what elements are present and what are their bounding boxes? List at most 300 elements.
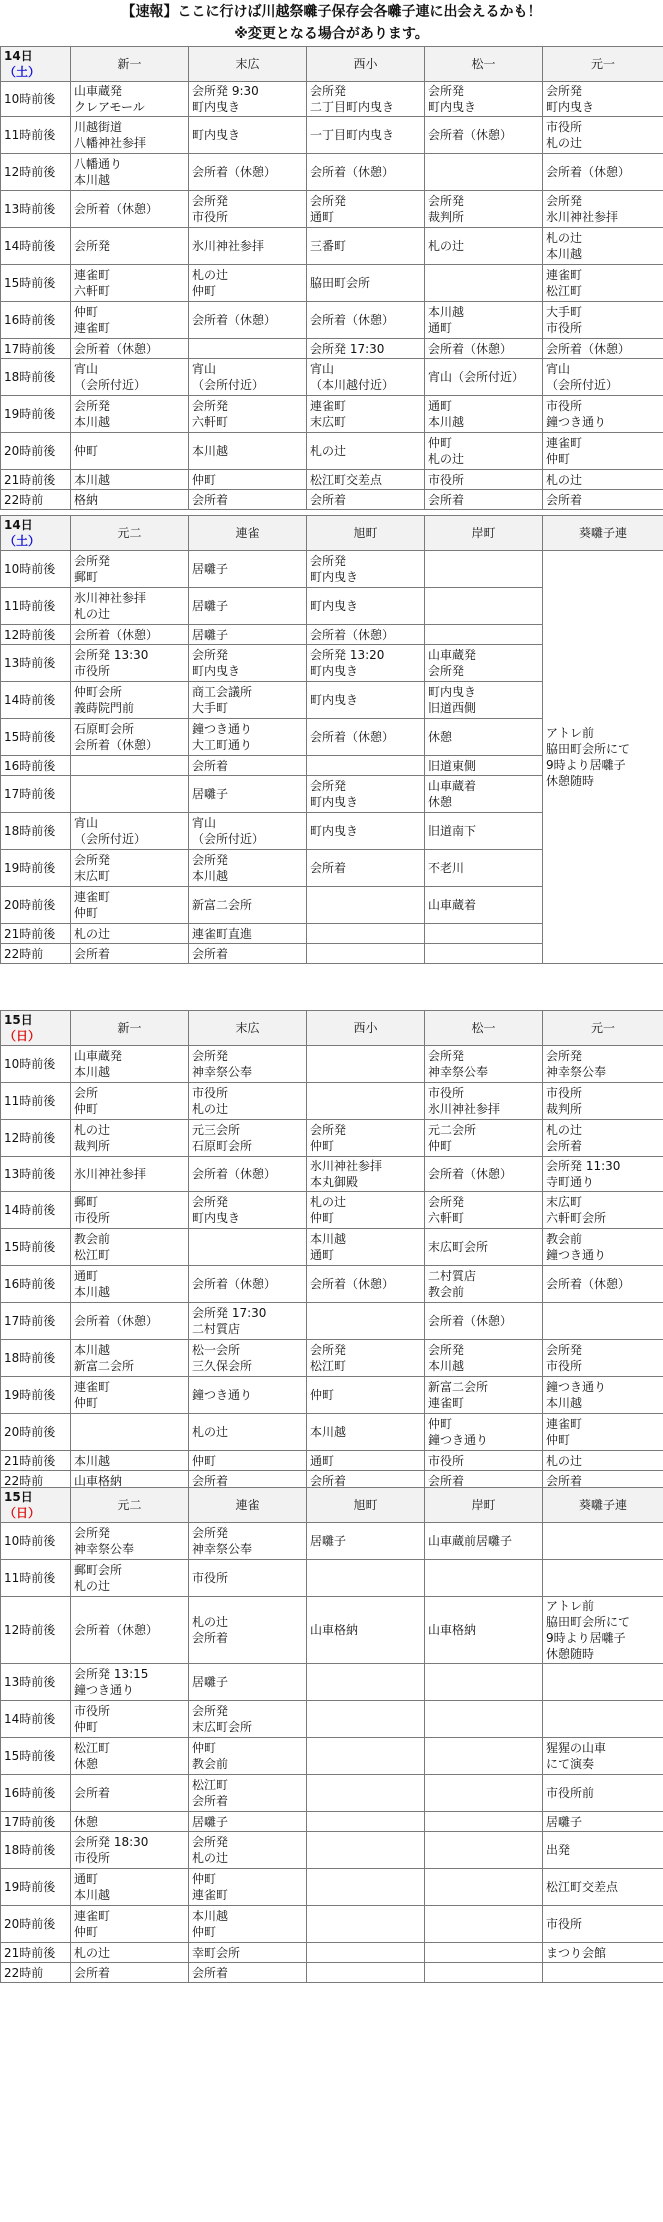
schedule-cell: 郵町会所 札の辻 [71,1560,189,1597]
time-cell: 12時前後 [1,625,71,645]
time-cell: 18時前後 [1,1340,71,1377]
table-row [1,1157,663,1192]
group-column-header: 旭町 [307,1488,425,1523]
schedule-cell [71,1414,189,1451]
table-row [1,1229,663,1266]
schedule-cell [425,1560,543,1597]
time-cell: 10時前後 [1,1523,71,1560]
schedule-cell [189,339,307,359]
group-column-header: 末広 [189,47,307,82]
time-cell: 20時前後 [1,433,71,470]
time-cell: 20時前後 [1,887,71,924]
schedule-cell: 会所着（休憩） [189,302,307,339]
schedule-cell: 札の辻 [425,228,543,265]
schedule-cell: 山車蔵発 会所発 [425,645,543,682]
table-row [1,396,663,433]
schedule-cell: 二村質店 教会前 [425,1266,543,1303]
table-row [1,1701,663,1738]
schedule-cell: 市役所 仲町 [71,1701,189,1738]
schedule-cell: 会所着（休憩） [189,1266,307,1303]
schedule-table [0,515,663,964]
time-cell: 16時前後 [1,1775,71,1812]
schedule-cell: 会所着（休憩） [307,719,425,756]
schedule-cell: 会所発 松江町 [307,1340,425,1377]
schedule-cell: 連雀町 仲町 [543,1414,663,1451]
schedule-cell: アトレ前 脇田町会所にて 9時より居囃子 休憩随時 [543,1597,663,1664]
group-column-header: 新一 [71,1011,189,1046]
schedule-cell: 通町 [307,1451,425,1471]
aoi-schedule-note: アトレ前 脇田町会所にて 9時より居囃子 休憩随時 [543,551,663,964]
time-cell: 13時前後 [1,191,71,228]
schedule-cell: 会所着 [71,1775,189,1812]
schedule-cell: 通町 本川越 [71,1869,189,1906]
schedule-cell: 会所着 [543,490,663,510]
table-row [1,1812,663,1832]
time-cell: 17時前後 [1,339,71,359]
schedule-cell [71,756,189,776]
time-cell: 22時前 [1,490,71,510]
table-row [1,433,663,470]
schedule-cell: 会所発 通町 [307,191,425,228]
schedule-cell: 通町 本川越 [425,396,543,433]
schedule-table [0,1010,663,1491]
schedule-cell: 仲町 [71,433,189,470]
time-cell: 19時前後 [1,396,71,433]
table-row [1,359,663,396]
table-row [1,1303,663,1340]
schedule-cell: 松江町 休憩 [71,1738,189,1775]
schedule-cell: 会所発 札の辻 [189,1832,307,1869]
schedule-cell [425,1664,543,1701]
schedule-cell: 会所発 町内曳き [543,82,663,117]
schedule-cell: 仲町 鐘つき通り [425,1414,543,1451]
table-row [1,1963,663,1983]
table-row [1,228,663,265]
schedule-cell [425,1832,543,1869]
schedule-cell [543,1664,663,1701]
schedule-cell: 宵山 （会所付近） [71,813,189,850]
time-cell: 14時前後 [1,228,71,265]
time-cell: 15時前後 [1,1738,71,1775]
schedule-cell: 会所着 [189,1471,307,1491]
schedule-cell [307,1775,425,1812]
time-cell: 17時前後 [1,1812,71,1832]
schedule-cell: 会所発 神幸祭公奉 [71,1523,189,1560]
schedule-cell: 仲町 [307,1377,425,1414]
header-row [1,1011,663,1046]
schedule-cell [425,1869,543,1906]
schedule-cell: 会所発 11:30 寺町通り [543,1157,663,1192]
schedule-cell [307,1906,425,1943]
schedule-cell: 氷川神社参拝 [189,228,307,265]
schedule-cell: 連雀町直進 [189,924,307,944]
schedule-cell: 会所発 本川越 [189,850,307,887]
schedule-cell: 鐘つき通り 大工町通り [189,719,307,756]
schedule-cell: 通町 本川越 [71,1266,189,1303]
schedule-cell [425,944,543,964]
schedule-cell: 会所着 [425,1471,543,1491]
table-row [1,1266,663,1303]
schedule-cell: 会所着 [307,490,425,510]
schedule-cell: 山車蔵着 休憩 [425,776,543,813]
schedule-cell: 教会前 松江町 [71,1229,189,1266]
schedule-cell: 会所発 [71,228,189,265]
schedule-cell: 末広町 六軒町会所 [543,1192,663,1229]
schedule-cell [307,887,425,924]
time-cell: 21時前後 [1,470,71,490]
day-number: 14日 [4,518,33,532]
schedule-cell: 石原町会所 会所着（休憩） [71,719,189,756]
schedule-cell: 会所発 市役所 [543,1340,663,1377]
schedule-cell: 会所発 神幸祭公奉 [189,1046,307,1083]
schedule-cell: 会所着 [71,944,189,964]
schedule-cell: 会所着（休憩） [543,339,663,359]
table-row [1,1775,663,1812]
schedule-cell: 会所着（休憩） [307,1266,425,1303]
schedule-cell: 会所発 13:15 鐘つき通り [71,1664,189,1701]
schedule-cell: 元二会所 仲町 [425,1120,543,1157]
schedule-cell: 仲町 札の辻 [425,433,543,470]
time-cell: 17時前後 [1,1303,71,1340]
group-column-header: 葵囃子連 [543,516,663,551]
schedule-cell [425,1963,543,1983]
schedule-cell: 札の辻 会所着 [189,1597,307,1664]
schedule-cell: 宵山 （本川越付近） [307,359,425,396]
schedule-cell: 会所発 町内曳き [189,645,307,682]
schedule-cell: 山車蔵前居囃子 [425,1523,543,1560]
group-column-header: 末広 [189,1011,307,1046]
schedule-cell [425,1738,543,1775]
time-cell: 21時前後 [1,1451,71,1471]
time-cell: 21時前後 [1,924,71,944]
schedule-cell [307,1560,425,1597]
schedule-cell: 松江町交差点 [543,1869,663,1906]
schedule-cell: 仲町 連雀町 [71,302,189,339]
table-row [1,1083,663,1120]
table-row [1,1451,663,1471]
schedule-cell: 会所発 17:30 [307,339,425,359]
time-cell: 20時前後 [1,1906,71,1943]
schedule-cell: 仲町 [189,1451,307,1471]
table-row [1,1192,663,1229]
schedule-cell [425,1943,543,1963]
schedule-cell: 幸町会所 [189,1943,307,1963]
schedule-cell: 八幡通り 本川越 [71,154,189,191]
table-row [1,1046,663,1083]
time-cell: 10時前後 [1,1046,71,1083]
table-row [1,1414,663,1451]
time-cell: 19時前後 [1,1377,71,1414]
schedule-cell: 不老川 [425,850,543,887]
schedule-cell: 会所着（休憩） [543,154,663,191]
schedule-table [0,1487,663,1983]
schedule-cell: 大手町 市役所 [543,302,663,339]
schedule-cell: 山車格納 [307,1597,425,1664]
schedule-cell: 会所発 市役所 [189,191,307,228]
schedule-cell: 会所着（休憩） [71,1303,189,1340]
schedule-cell [543,1701,663,1738]
day-label [1,47,71,82]
schedule-cell: 脇田町会所 [307,265,425,302]
time-cell: 16時前後 [1,302,71,339]
table-row [1,1869,663,1906]
schedule-cell [543,1523,663,1560]
schedule-cell: 会所着（休憩） [307,154,425,191]
time-cell: 20時前後 [1,1414,71,1451]
schedule-cell [425,265,543,302]
schedule-cell: 会所 仲町 [71,1083,189,1120]
schedule-cell: 会所着 [307,1471,425,1491]
schedule-cell: 猩猩の山車 にて演奏 [543,1738,663,1775]
time-cell: 15時前後 [1,265,71,302]
group-column-header: 旭町 [307,516,425,551]
schedule-cell: 会所発 氷川神社参拝 [543,191,663,228]
schedule-cell [307,756,425,776]
day-label [1,516,71,551]
schedule-cell: 宵山 （会所付近） [543,359,663,396]
table-row [1,1340,663,1377]
schedule-cell: 会所着（休憩） [307,302,425,339]
table-row [1,1664,663,1701]
schedule-cell [307,1963,425,1983]
schedule-cell: 札の辻 [543,470,663,490]
schedule-cell: 川越街道 八幡神社参拝 [71,117,189,154]
schedule-cell [307,1664,425,1701]
schedule-cell: 札の辻 [307,433,425,470]
time-cell: 22時前 [1,944,71,964]
schedule-cell: 氷川神社参拝 [71,1157,189,1192]
schedule-cell: 市役所 [425,1451,543,1471]
table-row [1,339,663,359]
schedule-cell: 市役所 [543,1906,663,1943]
group-column-header: 西小 [307,47,425,82]
group-column-header: 西小 [307,1011,425,1046]
header-note: ※変更となる場合があります。 [234,26,429,42]
time-cell: 14時前後 [1,1701,71,1738]
page-header [0,0,663,46]
schedule-cell: 会所着 [189,490,307,510]
schedule-cell: 出発 [543,1832,663,1869]
schedule-cell: 会所着 [71,1963,189,1983]
schedule-cell: 会所発 六軒町 [189,396,307,433]
table-row [1,1120,663,1157]
time-cell: 11時前後 [1,117,71,154]
schedule-cell: 山車蔵発 本川越 [71,1046,189,1083]
time-cell: 11時前後 [1,1560,71,1597]
schedule-cell: 会所発 神幸祭公奉 [189,1523,307,1560]
schedule-cell: 休憩 [71,1812,189,1832]
schedule-cell: 仲町 [189,470,307,490]
schedule-cell: 会所着（休憩） [71,339,189,359]
schedule-cell: 会所発 13:20 町内曳き [307,645,425,682]
day-of-week: （土） [4,65,41,79]
schedule-cell: 市役所 鐘つき通り [543,396,663,433]
schedule-cell [307,1303,425,1340]
schedule-cell [543,1303,663,1340]
schedule-cell: 宵山 （会所付近） [71,359,189,396]
schedule-cell: 会所着 [189,1963,307,1983]
schedule-cell: 連雀町 松江町 [543,265,663,302]
schedule-cell [307,1701,425,1738]
schedule-cell: 札の辻 本川越 [543,228,663,265]
schedule-cell: 連雀町 六軒町 [71,265,189,302]
schedule-cell: 旧道南下 [425,813,543,850]
time-cell: 10時前後 [1,551,71,588]
table-row [1,551,663,588]
group-column-header: 元一 [543,47,663,82]
schedule-cell: 市役所 [425,470,543,490]
schedule-cell: 居囃子 [189,776,307,813]
schedule-cell: 本川越 [71,470,189,490]
schedule-cell: 山車格納 [425,1597,543,1664]
schedule-cell: 会所発 末広町 [71,850,189,887]
schedule-cell: 市役所 札の辻 [543,117,663,154]
schedule-cell: 連雀町 仲町 [543,433,663,470]
schedule-cell: 居囃子 [189,625,307,645]
schedule-cell: 札の辻 裁判所 [71,1120,189,1157]
schedule-cell: 仲町 教会前 [189,1738,307,1775]
time-cell: 18時前後 [1,1832,71,1869]
day-of-week: （日） [4,1506,41,1520]
schedule-cell: 札の辻 会所着 [543,1120,663,1157]
schedule-cell [425,625,543,645]
schedule-cell: 居囃子 [189,551,307,588]
time-cell: 13時前後 [1,1157,71,1192]
schedule-cell: 会所発 町内曳き [307,776,425,813]
group-column-header: 新一 [71,47,189,82]
schedule-cell: 連雀町 仲町 [71,1377,189,1414]
schedule-cell [189,1229,307,1266]
time-cell: 17時前後 [1,776,71,813]
schedule-cell: 本川越 [71,1451,189,1471]
schedule-cell [307,1738,425,1775]
schedule-cell [307,1046,425,1083]
schedule-cell [307,1083,425,1120]
schedule-cell: 会所着 [189,756,307,776]
schedule-cell: 会所発 裁判所 [425,191,543,228]
time-cell: 11時前後 [1,588,71,625]
schedule-cell: 宵山 （会所付近） [189,813,307,850]
time-cell: 13時前後 [1,645,71,682]
schedule-cell: 町内曳き [307,588,425,625]
time-cell: 22時前 [1,1471,71,1491]
schedule-cell [425,1906,543,1943]
time-cell: 12時前後 [1,154,71,191]
schedule-cell: 居囃子 [307,1523,425,1560]
schedule-cell: 仲町 連雀町 [189,1869,307,1906]
schedule-cell: 町内曳き [307,813,425,850]
schedule-cell [307,1869,425,1906]
day-of-week: （日） [4,1029,41,1043]
schedule-cell: 会所着 [425,490,543,510]
schedule-cell: 宵山 （会所付近） [189,359,307,396]
schedule-cell: 郵町 市役所 [71,1192,189,1229]
schedule-cell: 本川越 [189,433,307,470]
schedule-cell: 格納 [71,490,189,510]
table-row [1,1832,663,1869]
table-row [1,1523,663,1560]
table-row [1,1560,663,1597]
schedule-cell: 旧道東側 [425,756,543,776]
schedule-cell: 山車格納 [71,1471,189,1491]
schedule-cell: 山車蔵着 [425,887,543,924]
schedule-cell [425,588,543,625]
table-row [1,1738,663,1775]
schedule-cell: 教会前 鐘つき通り [543,1229,663,1266]
group-column-header: 葵囃子連 [543,1488,663,1523]
time-cell: 12時前後 [1,1597,71,1664]
schedule-cell: 札の辻 [189,1414,307,1451]
schedule-cell: 新富二会所 [189,887,307,924]
time-cell: 12時前後 [1,1120,71,1157]
schedule-cell: 商工会議所 大手町 [189,682,307,719]
time-cell: 19時前後 [1,1869,71,1906]
time-cell: 10時前後 [1,82,71,117]
schedule-cell [543,1560,663,1597]
schedule-cell: 札の辻 仲町 [189,265,307,302]
schedule-cell: 連雀町 仲町 [71,887,189,924]
group-column-header: 連雀 [189,1488,307,1523]
schedule-cell: 会所着 [189,944,307,964]
header-row [1,516,663,551]
schedule-cell: 居囃子 [543,1812,663,1832]
schedule-cell: 会所発 町内曳き [189,1192,307,1229]
schedule-cell: 会所発 郵町 [71,551,189,588]
schedule-cell: 会所着（休憩） [189,154,307,191]
time-cell: 16時前後 [1,1266,71,1303]
schedule-table [0,46,663,510]
table-row [1,1377,663,1414]
schedule-cell: 本川越 通町 [425,302,543,339]
schedule-cell: 会所発 町内曳き [307,551,425,588]
time-cell: 13時前後 [1,1664,71,1701]
schedule-cell: 三番町 [307,228,425,265]
schedule-cell: 会所着（休憩） [71,191,189,228]
schedule-cell: 会所着（休憩） [425,339,543,359]
schedule-cell: 会所発 神幸祭公奉 [543,1046,663,1083]
table-row [1,490,663,510]
time-cell: 22時前 [1,1963,71,1983]
schedule-cell: 会所着（休憩） [189,1157,307,1192]
group-column-header: 元二 [71,1488,189,1523]
schedule-cell: 氷川神社参拝 札の辻 [71,588,189,625]
schedule-cell: 会所発 仲町 [307,1120,425,1157]
schedule-cell: 山車蔵発 クレアモール [71,82,189,117]
schedule-cell: 休憩 [425,719,543,756]
schedule-cell: 本川越 新富二会所 [71,1340,189,1377]
schedule-cell: 連雀町 末広町 [307,396,425,433]
schedule-cell: 会所発 本川越 [425,1340,543,1377]
table-row [1,1906,663,1943]
time-cell: 18時前後 [1,813,71,850]
schedule-cell: 鐘つき通り [189,1377,307,1414]
table-row [1,82,663,117]
time-cell: 18時前後 [1,359,71,396]
schedule-cell: 松江町交差点 [307,470,425,490]
group-column-header: 元二 [71,516,189,551]
schedule-cell: 会所発 17:30 二村質店 [189,1303,307,1340]
schedule-cell: 市役所 札の辻 [189,1083,307,1120]
schedule-cell: 札の辻 [71,1943,189,1963]
schedule-cell: 居囃子 [189,588,307,625]
schedule-cell: 町内曳き [189,117,307,154]
schedule-cell [425,1701,543,1738]
schedule-cell: 会所着（休憩） [425,1303,543,1340]
schedule-cell: 居囃子 [189,1664,307,1701]
day-label [1,1488,71,1523]
day-number: 15日 [4,1013,33,1027]
schedule-cell: 会所着 [307,850,425,887]
